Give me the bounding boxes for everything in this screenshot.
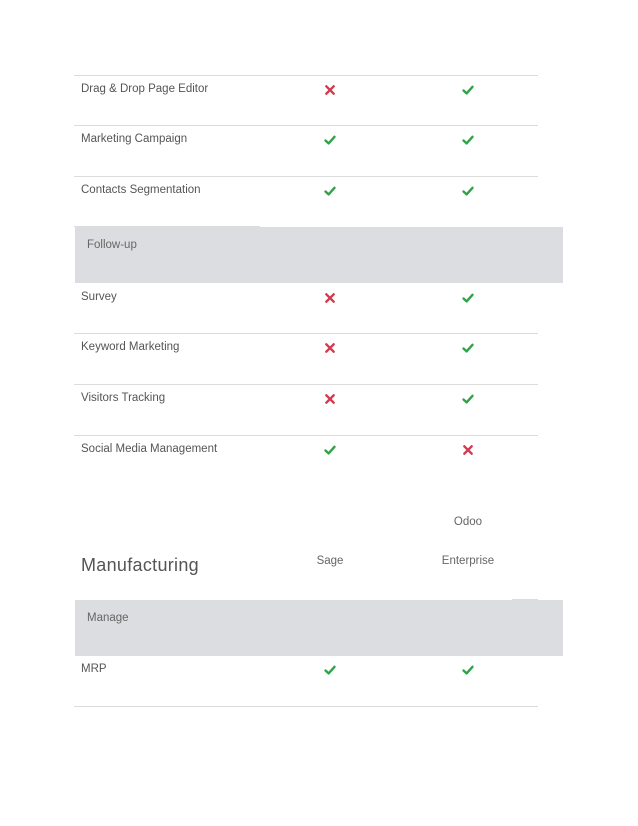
feature-label: Keyword Marketing [81, 341, 180, 353]
section-header-manage [75, 600, 563, 656]
section-header-follow-up [75, 227, 563, 283]
column-header-sage: Sage [316, 555, 344, 567]
cross-icon [323, 392, 337, 406]
feature-label: Survey [81, 291, 117, 303]
sage-mark [323, 83, 337, 97]
check-icon [323, 184, 337, 198]
check-icon [461, 83, 475, 97]
cross-icon [323, 83, 337, 97]
feature-label: MRP [81, 663, 107, 675]
odoo-mark [461, 443, 475, 457]
cross-icon [323, 291, 337, 305]
sage-mark [323, 341, 337, 355]
odoo-mark [461, 184, 475, 198]
odoo-mark [461, 341, 475, 355]
sage-mark [323, 392, 337, 406]
sage-mark [323, 443, 337, 457]
cross-icon [461, 443, 475, 457]
column-header-odoo-line2: Enterprise [441, 555, 495, 567]
check-icon [323, 133, 337, 147]
feature-label: Social Media Management [81, 443, 218, 455]
odoo-mark [461, 291, 475, 305]
feature-label: Marketing Campaign [81, 133, 188, 145]
sage-mark [323, 184, 337, 198]
column-header-odoo-line1: Odoo [453, 516, 483, 528]
section-title: Manufacturing [81, 555, 199, 575]
row-divider [74, 125, 538, 126]
cross-icon [323, 341, 337, 355]
check-icon [461, 291, 475, 305]
row-divider [74, 333, 538, 334]
row-divider [74, 435, 538, 436]
row-divider [74, 176, 538, 177]
feature-label: Visitors Tracking [81, 392, 166, 404]
check-icon [461, 663, 475, 677]
check-icon [461, 392, 475, 406]
section-label: Follow-up [87, 239, 137, 251]
row-divider [74, 75, 538, 76]
sage-mark [323, 133, 337, 147]
feature-label: Drag & Drop Page Editor [81, 83, 209, 95]
sage-mark [323, 291, 337, 305]
check-icon [323, 443, 337, 457]
odoo-mark [461, 133, 475, 147]
check-icon [461, 184, 475, 198]
feature-label: Contacts Segmentation [81, 184, 201, 196]
check-icon [323, 663, 337, 677]
check-icon [461, 341, 475, 355]
odoo-mark [461, 663, 475, 677]
section-label: Manage [87, 612, 129, 624]
sage-mark [323, 663, 337, 677]
row-divider [74, 706, 538, 707]
row-divider [74, 384, 538, 385]
odoo-mark [461, 392, 475, 406]
check-icon [461, 133, 475, 147]
odoo-mark [461, 83, 475, 97]
